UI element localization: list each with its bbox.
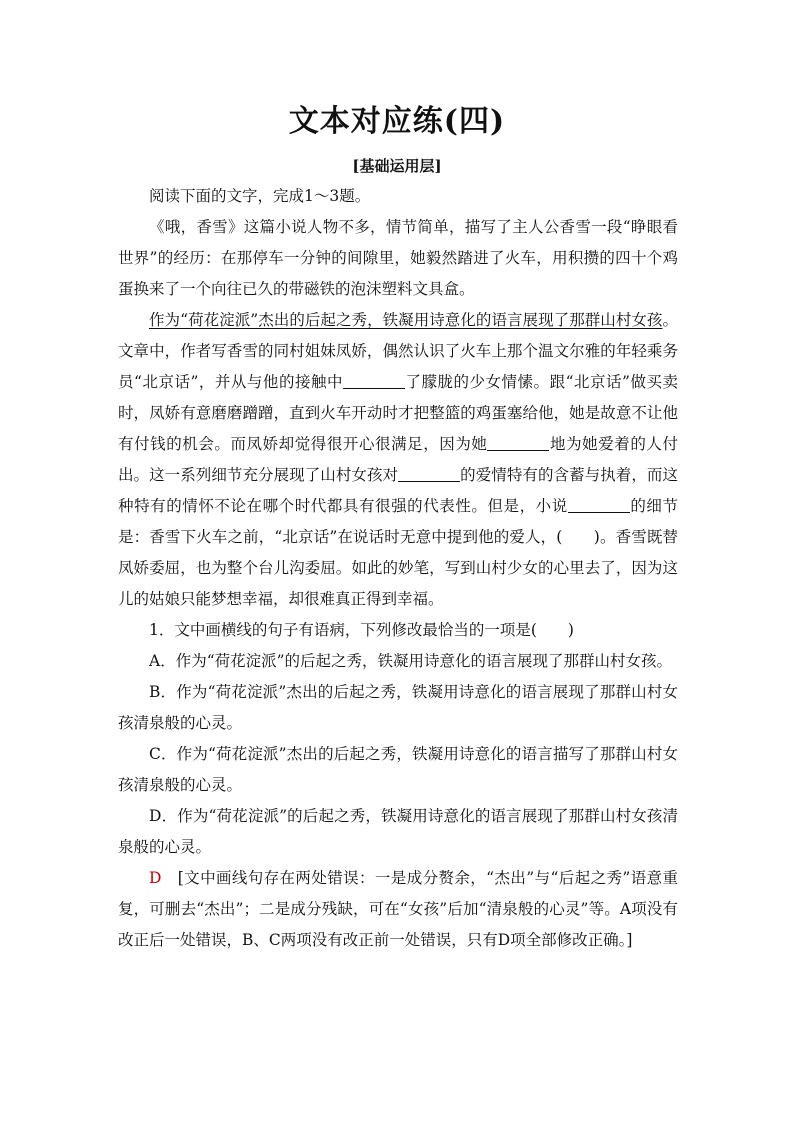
- question-1: 1．文中画横线的句子有语病，下列修改最恰当的一项是( ): [149, 621, 574, 639]
- page-title: 文本对应练(四): [288, 104, 506, 139]
- passage-text-2: 了朦胧的少女情愫。跟“北京话”做买卖时，凤娇有意磨磨蹭蹭，直到火车开动时才把整篮的鸡蛋塞给他，她是故意不让他有付钱的机会。而凤娇却觉得很开心很满足，因为她: [118, 373, 678, 453]
- option-a: A．作为“荷花淀派”的后起之秀，铁凝用诗意化的语言展现了那群山村女孩。: [149, 652, 673, 670]
- passage-paragraph-1: 《哦，香雪》这篇小说人物不多，情节简单，描写了主人公香雪一段“睁眼看世界”的经历：在那停车一分钟的间隙里，她毅然踏进了火车，用积攒的四十个鸡蛋换来了一个向往已久的带磁铁的泡沫塑料文具盒。: [118, 218, 678, 298]
- instruction-text: 阅读下面的文字，完成1～3题。: [149, 187, 371, 205]
- fill-blank-4: [568, 497, 630, 514]
- passage-text-3: 地为她爱着的人付出。这一系列细节充分展现了山村女孩对: [118, 435, 678, 484]
- passage-text-4: 的爱情特有的含蓄与执着，而这种特有的情怀不论在哪个时代都具有很强的代表性。但是，小说: [118, 466, 678, 515]
- fill-blank-2: [487, 435, 549, 452]
- answer-explanation: [文中画线句存在两处错误：一是成分赘余，“杰出”与“后起之秀”语意重复，可删去“杰出”；二是成分残缺，可在“女孩”后加“清泉般的心灵”等。A项没有改正后一处错误，B、C两项没有改正前一处错误，只有D项全部修改正确。]: [118, 869, 678, 949]
- passage-text-1: 。文章中，作者写香雪的同村姐妹凤娇，偶然认识了火车上那个温文尔雅的年轻乘务员“北京话”，并从与他的接触中: [118, 311, 678, 391]
- underlined-sentence: 作为“荷花淀派”杰出的后起之秀，铁凝用诗意化的语言展现了那群山村女孩: [149, 311, 663, 329]
- passage-paragraph-2: [118, 305, 678, 615]
- section-label: [基础运用层]: [352, 157, 442, 175]
- option-d: D．作为“荷花淀派”的后起之秀，铁凝用诗意化的语言展现了那群山村女孩清泉般的心灵。: [118, 807, 678, 856]
- answer-letter: D: [149, 869, 162, 887]
- passage-text-5: 的细节是：香雪下火车之前，“北京话”在说话时无意中提到他的爱人，( )。香雪既替凤娇委屈，也为整个台儿沟委屈。如此的妙笔，写到山村少女的心里去了，因为这儿的姑娘只能梦想幸福，却很难真正得到幸福。: [118, 497, 678, 608]
- fill-blank-1: [343, 373, 405, 390]
- option-b: B．作为“荷花淀派”杰出的后起之秀，铁凝用诗意化的语言展现了那群山村女孩清泉般的心灵。: [118, 683, 678, 732]
- option-c: C．作为“荷花淀派”杰出的后起之秀，铁凝用诗意化的语言描写了那群山村女孩清泉般的心灵。: [118, 745, 678, 794]
- answer-block: [118, 863, 678, 956]
- document-body: [118, 181, 678, 956]
- fill-blank-3: [398, 466, 460, 483]
